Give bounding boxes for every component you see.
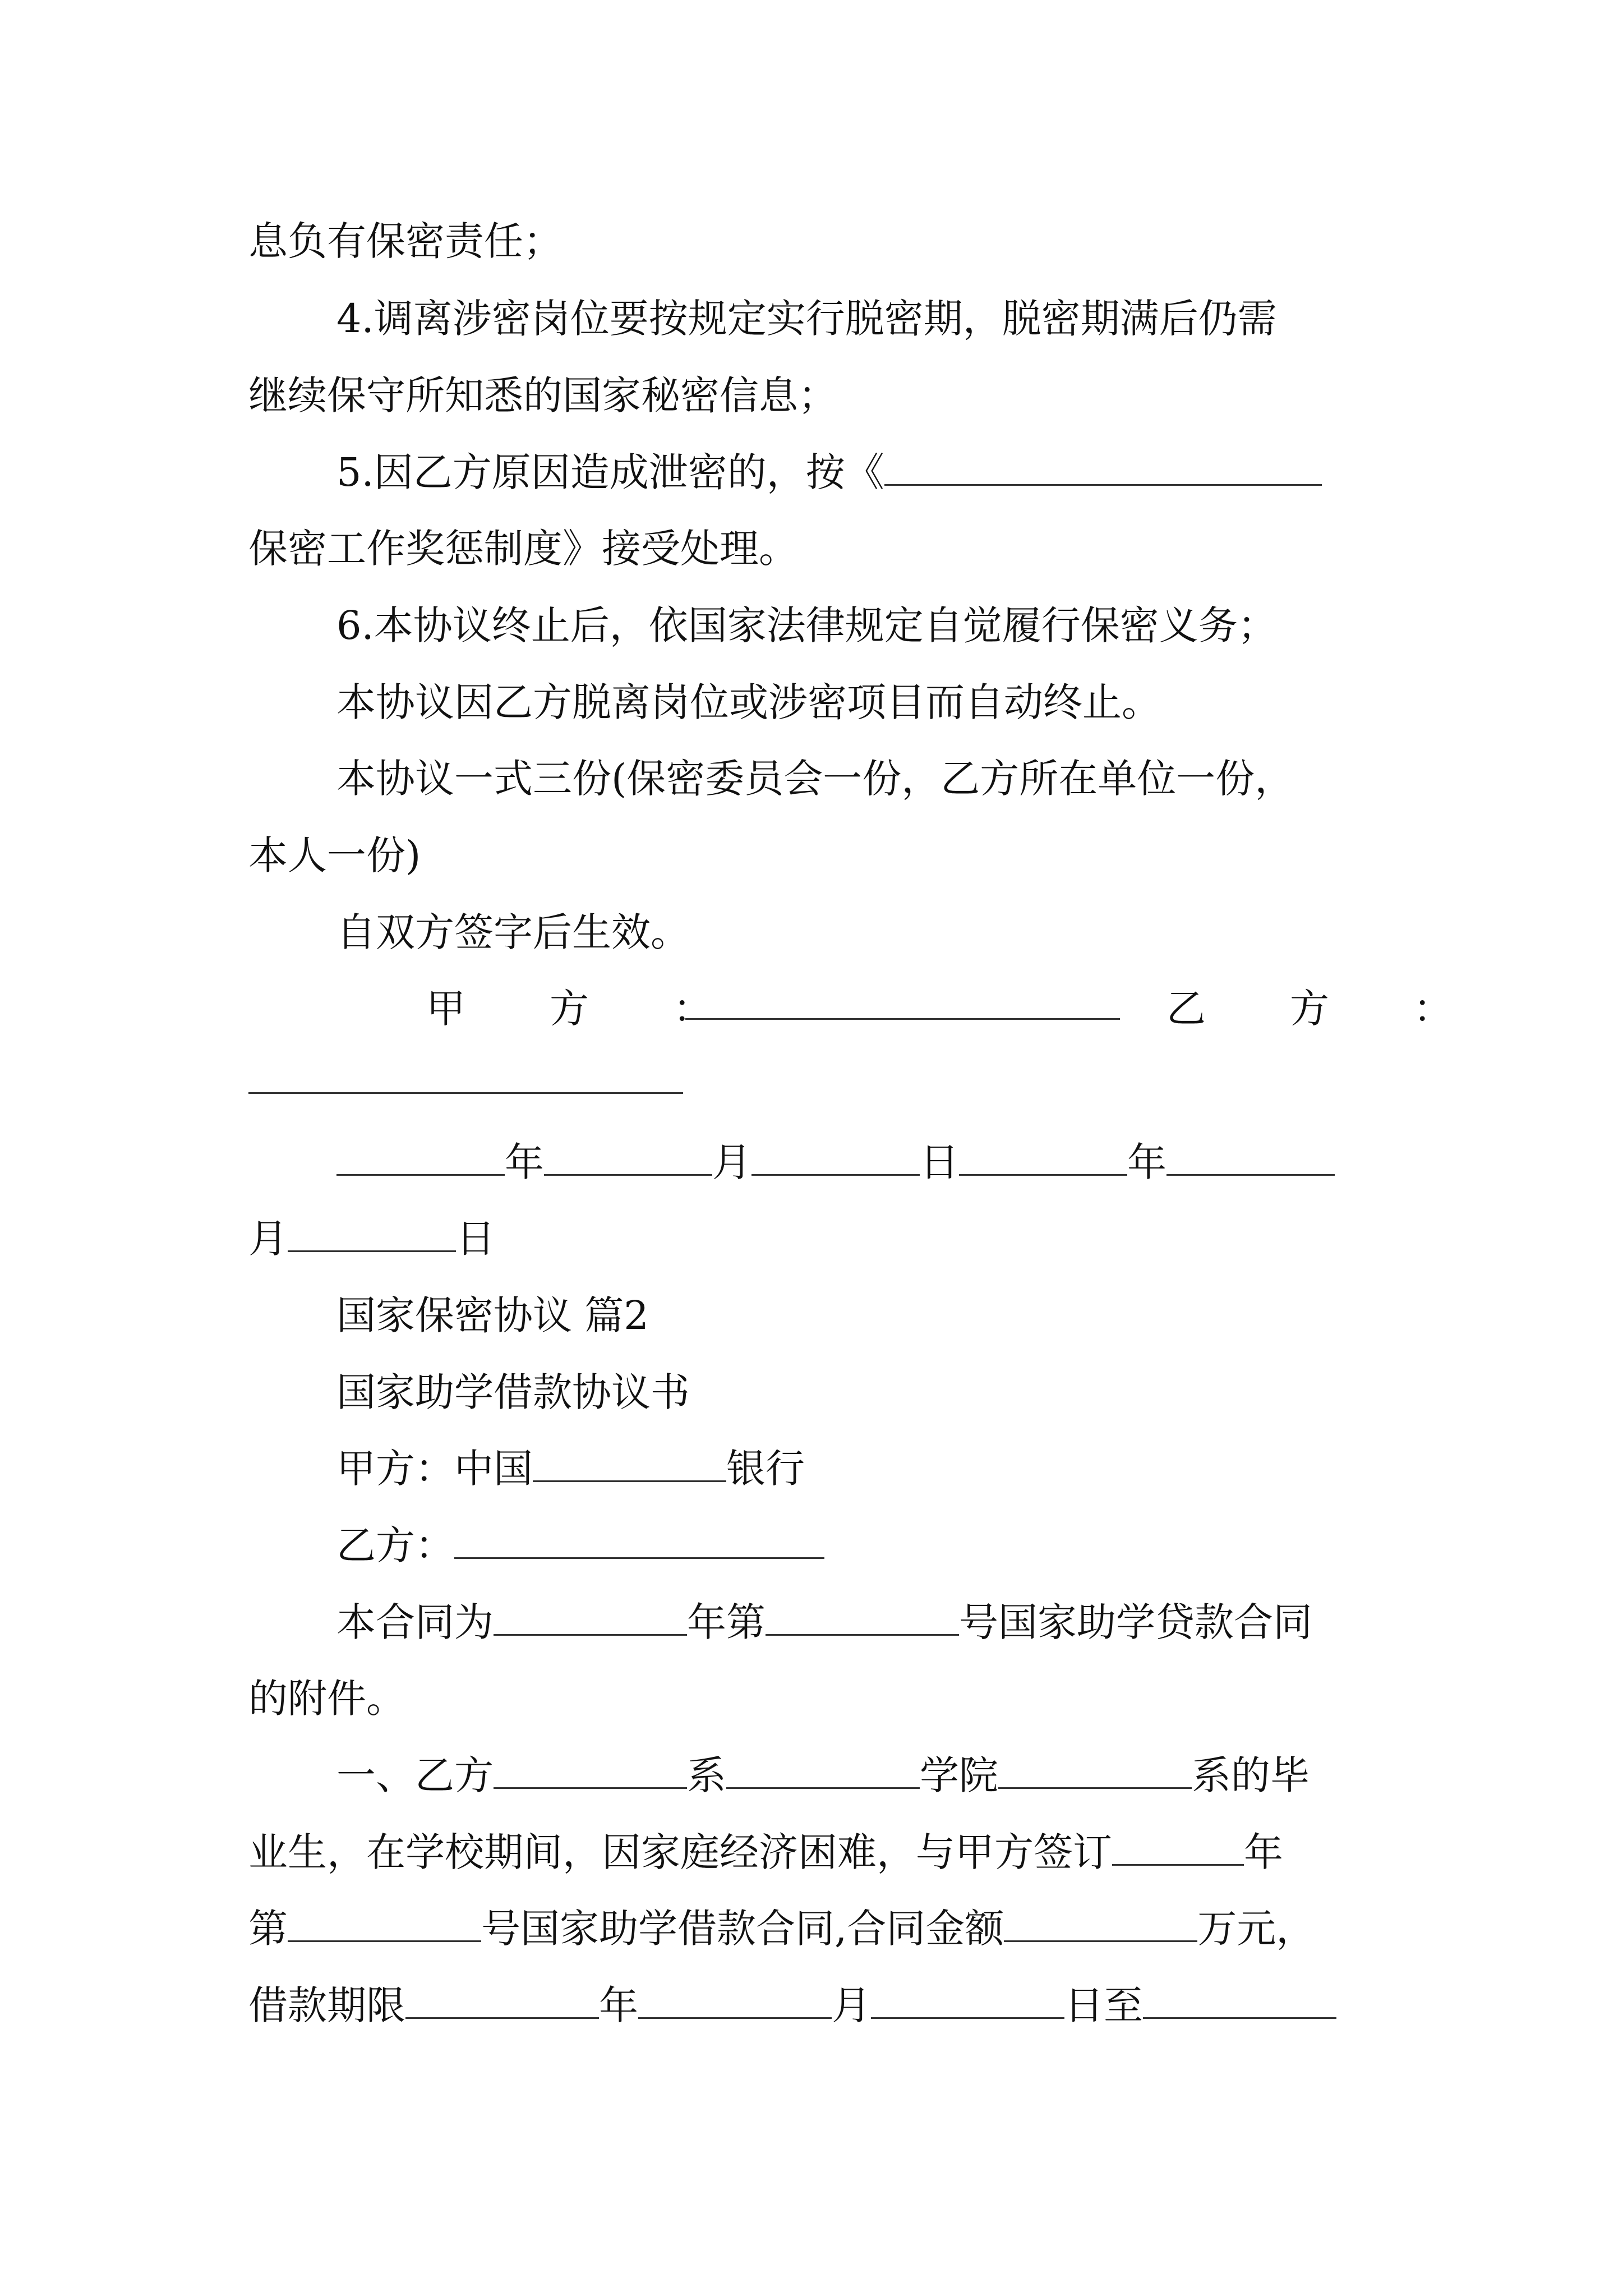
fill-blank xyxy=(288,1906,481,1942)
fill-blank xyxy=(638,1982,832,2019)
fill-blank xyxy=(959,1139,1127,1176)
fill-blank xyxy=(1004,1906,1197,1942)
fill-blank xyxy=(884,449,1322,486)
text-line xyxy=(0,677,1623,728)
fill-blank xyxy=(405,1982,599,2019)
text: 号国家助学借款合同,合同金额 xyxy=(481,1906,1004,1952)
signature-line xyxy=(0,983,1623,1034)
text: 万元， xyxy=(1197,1906,1316,1952)
text: 5.因乙方原因造成泄密的，按《 xyxy=(336,449,884,495)
text: 保密工作奖惩制度》接受处理。 xyxy=(248,526,798,572)
fill-blank xyxy=(1166,1139,1335,1176)
contract-line xyxy=(0,1597,1623,1648)
text-line xyxy=(0,907,1623,958)
party-a-signature-blank xyxy=(685,983,1120,1020)
text: 年第 xyxy=(687,1599,766,1645)
fill-blank xyxy=(726,1752,920,1789)
fill-blank xyxy=(766,1599,959,1636)
text-line xyxy=(0,1980,1623,2031)
fill-blank xyxy=(336,1139,505,1176)
fill-blank xyxy=(494,1599,687,1636)
fill-blank xyxy=(454,1522,824,1559)
text: 系的毕 xyxy=(1192,1752,1310,1798)
text-line xyxy=(0,753,1623,804)
text: 第 xyxy=(248,1906,288,1952)
text: 年 xyxy=(599,1982,638,2028)
text: 借款期限 xyxy=(248,1982,405,2028)
party-b-label: 乙 方 ： xyxy=(1166,986,1475,1032)
text: 月 xyxy=(712,1139,751,1185)
item-1 xyxy=(0,1750,1623,1801)
text: 本合同为 xyxy=(336,1599,494,1645)
fill-blank xyxy=(1143,1982,1336,2019)
text: 继续保守所知悉的国家秘密信息； xyxy=(248,372,837,418)
text-line xyxy=(0,216,1623,266)
text: 本人一份) xyxy=(248,832,421,878)
text: 6.本协议终止后，依国家法律规定自觉履行保密义务； xyxy=(336,602,1277,648)
text-line xyxy=(0,1673,1623,1724)
text: 号国家助学贷款合同 xyxy=(959,1599,1312,1645)
borrower-line xyxy=(0,1520,1623,1571)
date-line-cont xyxy=(0,1213,1623,1264)
party-b-signature-blank xyxy=(248,1057,683,1094)
text-line xyxy=(0,830,1623,881)
text: 自双方签字后生效。 xyxy=(336,909,690,955)
text: 的附件。 xyxy=(248,1676,405,1722)
party-a-label: 甲 方 ： xyxy=(426,986,735,1032)
fill-blank xyxy=(544,1139,712,1176)
fill-blank xyxy=(533,1446,726,1482)
text-line xyxy=(0,1827,1623,1878)
text: 4.调离涉密岗位要按规定实行脱密期，脱密期满后仍需 xyxy=(336,296,1277,342)
text: 年 xyxy=(1244,1829,1283,1875)
text: 年 xyxy=(1127,1139,1166,1185)
text: 学院 xyxy=(920,1752,998,1798)
text: 日至 xyxy=(1064,1982,1143,2028)
text-line xyxy=(0,370,1623,421)
fill-blank xyxy=(288,1216,456,1252)
text: 月 xyxy=(832,1982,871,2028)
text: 息负有保密责任； xyxy=(248,218,562,264)
text: 银行 xyxy=(726,1446,805,1492)
text: 业生，在学校期间，因家庭经济困难，与甲方签订 xyxy=(248,1829,1112,1875)
section-title xyxy=(0,1290,1623,1341)
text: 本协议一式三份(保密委员会一份，乙方所在单位一份， xyxy=(336,756,1294,802)
text: 日 xyxy=(456,1216,495,1262)
text-line xyxy=(0,523,1623,574)
clause-4 xyxy=(0,293,1623,344)
text: 系 xyxy=(687,1752,726,1798)
text: 本协议因乙方脱离岗位或涉密项目而自动终止。 xyxy=(336,679,1161,725)
doc-title xyxy=(0,1367,1623,1418)
text: 日 xyxy=(920,1139,959,1185)
date-line xyxy=(0,1137,1623,1188)
text: 年 xyxy=(505,1139,544,1185)
fill-blank xyxy=(494,1752,687,1789)
text: 一、乙方 xyxy=(336,1752,494,1798)
fill-blank xyxy=(1112,1829,1244,1866)
clause-5 xyxy=(0,447,1623,498)
text-line xyxy=(0,1903,1623,1954)
text: 国家保密协议 篇2 xyxy=(336,1292,649,1338)
text: 月 xyxy=(248,1216,288,1262)
fill-blank xyxy=(871,1982,1064,2019)
lender-line xyxy=(0,1443,1623,1494)
fill-blank xyxy=(751,1139,920,1176)
signature-line-cont xyxy=(0,1057,1623,1108)
text: 甲方：中国 xyxy=(336,1446,533,1492)
fill-blank xyxy=(998,1752,1192,1789)
text: 乙方： xyxy=(336,1522,454,1568)
text: 国家助学借款协议书 xyxy=(336,1369,690,1415)
clause-6 xyxy=(0,600,1623,651)
